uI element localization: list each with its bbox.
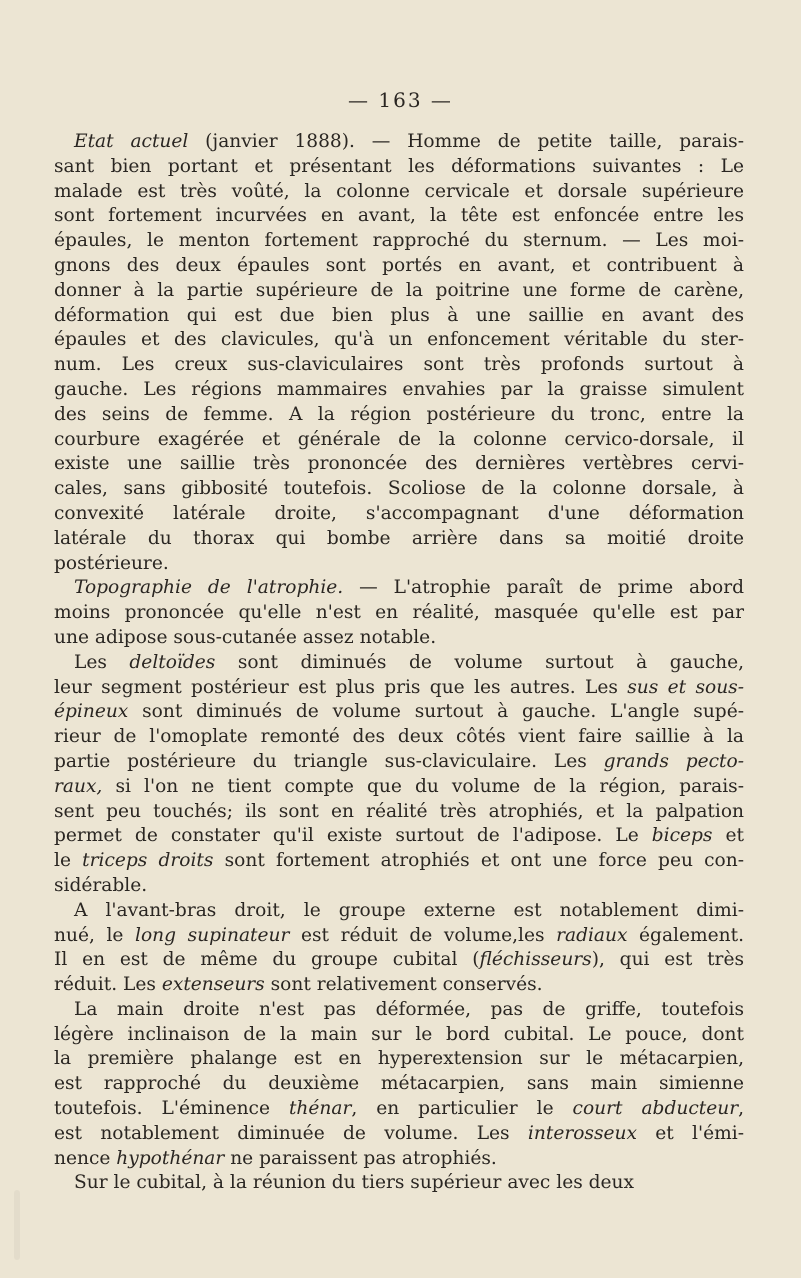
text-line: Sur le cubital, à la réunion du tiers supérieur avec les deux — [74, 1172, 635, 1194]
paper-stain — [14, 1190, 20, 1260]
text-line: moins prononcée qu'elle n'est en réalité, masquée qu'elle est par — [54, 602, 744, 624]
text-line: gauche. Les régions mammaires envahies par la graisse simulent — [54, 378, 744, 400]
text-line: épaules, le menton fortement rapproché du sternum. — Les moi- — [54, 230, 744, 252]
text-line: A l'avant-bras droit, le groupe externe est notablement dimi- — [74, 899, 744, 921]
text-line: donner à la partie supérieure de la poitrine une forme de carène, — [54, 279, 744, 301]
text-line: Etat actuel (janvier 1888). — Homme de petite taille, parais- — [74, 131, 744, 152]
page-number: — 163 — — [348, 88, 453, 112]
text-line: est notablement diminuée de volume. Les interosseux et l'émi- — [54, 1122, 744, 1144]
section-heading-topographie: Topographie de l'atrophie. — [74, 577, 344, 599]
text-line: latérale du thorax qui bombe arrière dans sa moitié droite — [54, 527, 744, 549]
text-line: sant bien portant et présentant les déformations suivantes : Le — [54, 155, 744, 177]
text-line: réduit. Les extenseurs sont relativement conservés. — [54, 974, 543, 996]
text-line: sidérable. — [54, 874, 148, 896]
text-line: est rapproché du deuxième métacarpien, sans main simienne — [54, 1073, 744, 1095]
text-line: postérieure. — [54, 552, 169, 574]
text-line: existe une saillie très prononcée des dernières vertèbres cervi- — [54, 453, 744, 475]
text-line: permet de constater qu'il existe surtout de l'adipose. Le biceps et — [54, 825, 744, 847]
text-line: num. Les creux sus-claviculaires sont très profonds surtout à — [54, 354, 744, 376]
text-line: Les deltoïdes sont diminués de volume surtout à gauche, — [74, 651, 744, 673]
text-line: toutefois. L'éminence thénar, en particulier le court abducteur, — [54, 1098, 744, 1120]
text-line: épaules et des clavicules, qu'à un enfoncement véritable du ster- — [54, 329, 744, 351]
text-line: malade est très voûté, la colonne cervicale et dorsale supérieure — [54, 180, 744, 202]
body-text — [54, 130, 744, 1196]
text-line: une adipose sous-cutanée assez notable. — [54, 626, 437, 648]
text-line: Topographie de l'atrophie. — L'atrophie paraît de prime abord — [74, 577, 744, 599]
text-line: légère inclinaison de la main sur le bord cubital. Le pouce, dont — [54, 1023, 744, 1045]
text-line: sent peu touchés; ils sont en réalité très atrophiés, et la palpation — [54, 800, 744, 822]
text-line: Il en est de même du groupe cubital (fléchisseurs), qui est très — [54, 949, 744, 971]
text-line: le triceps droits sont fortement atrophiés et ont une force peu con- — [54, 850, 744, 872]
text-line: des seins de femme. A la région postérieure du tronc, entre la — [54, 403, 744, 425]
text-line: rieur de l'omoplate remonté des deux côtés vient faire saillie à la — [54, 726, 744, 748]
text-line: cales, sans gibbosité toutefois. Scoliose de la colonne dorsale, à — [54, 478, 744, 500]
text-line: nué, le long supinateur est réduit de volume,les radiaux également. — [54, 924, 744, 946]
section-heading-etat-actuel: Etat actuel — [74, 131, 189, 152]
text-line: La main droite n'est pas déformée, pas de griffe, toutefois — [74, 998, 744, 1020]
text-line: courbure exagérée et générale de la colonne cervico-dorsale, il — [54, 428, 744, 450]
text-line: la première phalange est en hyperextension sur le métacarpien, — [54, 1048, 744, 1070]
text-line: raux, si l'on ne tient compte que du volume de la région, parais- — [54, 775, 744, 797]
text-line: déformation qui est due bien plus à une saillie en avant des — [54, 304, 744, 326]
text-line: convexité latérale droite, s'accompagnant d'une déformation — [54, 502, 744, 524]
text-line: gnons des deux épaules sont portés en avant, et contribuent à — [54, 254, 744, 276]
text-line: nence hypothénar ne paraissent pas atrophiés. — [54, 1147, 497, 1169]
text-line: épineux sont diminués de volume surtout à gauche. L'angle supé- — [54, 701, 744, 723]
text-line: sont fortement incurvées en avant, la tête est enfoncée entre les — [54, 205, 744, 227]
text-line: leur segment postérieur est plus pris que les autres. Les sus et sous- — [54, 676, 744, 698]
text-line: partie postérieure du triangle sus-claviculaire. Les grands pecto- — [54, 750, 745, 772]
